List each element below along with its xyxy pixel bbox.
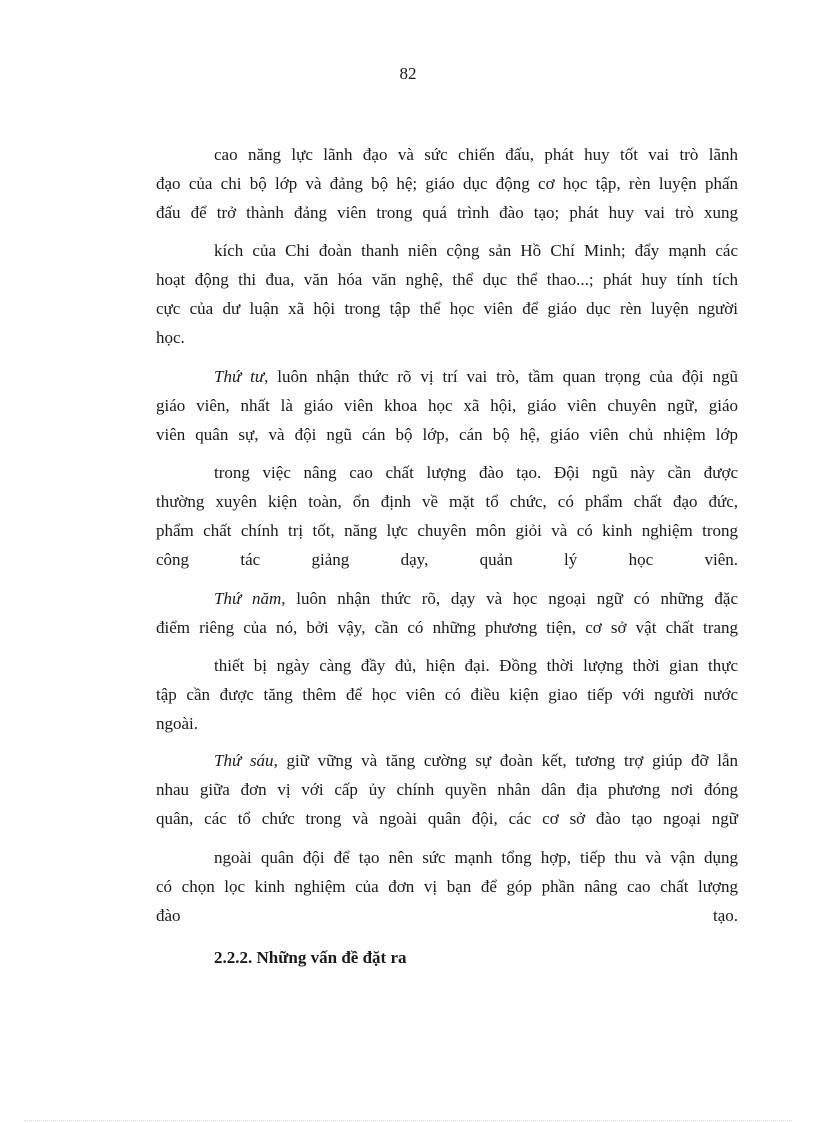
text-line: giáo viên, nhất là giáo viên khoa học xã hội, giáo viên chuyên ngữ, giáo <box>156 396 738 415</box>
text-line: cao năng lực lãnh đạo và sức chiến đấu, phát huy tốt vai trò lãnh <box>214 145 738 164</box>
section-heading: 2.2.2. Những vấn đề đặt ra <box>214 948 407 967</box>
text-line: viên quân sự, và đội ngũ cán bộ lớp, cán bộ hệ, giáo viên chủ nhiệm lớp <box>156 425 738 444</box>
text-line: công tác giảng dạy, quản lý học viên. <box>156 550 738 569</box>
text-line: học. <box>156 328 185 347</box>
text-line: điểm riêng của nó, bởi vậy, cần có những phương tiện, cơ sở vật chất trang <box>156 618 738 637</box>
text-line: cực của dư luận xã hội trong tập thể học viên để giáo dục rèn luyện người <box>156 299 738 318</box>
text-line: tập cần được tăng thêm để học viên có điều kiện giao tiếp với người nước <box>156 685 738 704</box>
text-line <box>214 366 738 388</box>
text-line: nhau giữa đơn vị với cấp ủy chính quyền nhân dân địa phương nơi đóng <box>156 780 738 799</box>
text-line: hoạt động thi đua, văn hóa văn nghệ, thể dục thể thao...; phát huy tính tích <box>156 270 738 289</box>
text-line: có chọn lọc kinh nghiệm của đơn vị bạn để góp phần nâng cao chất lượng <box>156 877 738 896</box>
paragraph-lead: Thứ sáu <box>214 751 274 770</box>
text-run: , luôn nhận thức rõ vị trí vai trò, tầm quan trọng của đội ngũ <box>264 367 738 386</box>
text-line: thường xuyên kiện toàn, ổn định về mặt tổ chức, có phẩm chất đạo đức, <box>156 492 738 511</box>
text-line: trong việc nâng cao chất lượng đào tạo. Đội ngũ này cần được <box>214 463 738 482</box>
text-run: , giữ vững và tăng cường sự đoàn kết, tương trợ giúp đỡ lẫn <box>273 751 739 770</box>
text-line: đạo của chi bộ lớp và đảng bộ hệ; giáo dục động cơ học tập, rèn luyện phấn <box>156 174 738 193</box>
text-line: quân, các tổ chức trong và ngoài quân đội, các cơ sở đào tạo ngoại ngữ <box>156 809 738 828</box>
text-line: thiết bị ngày càng đầy đủ, hiện đại. Đồng thời lượng thời gian thực <box>214 656 738 675</box>
page-number: 82 <box>399 64 417 83</box>
text-line: đào tạo. <box>156 906 738 925</box>
text-line: ngoài quân đội để tạo nên sức mạnh tổng hợp, tiếp thu và vận dụng <box>214 848 738 867</box>
text-line <box>214 588 738 610</box>
text-line <box>214 750 738 772</box>
paragraph-lead: Thứ năm <box>214 589 282 608</box>
text-run: , luôn nhận thức rõ, dạy và học ngoại ngữ có những đặc <box>281 589 738 608</box>
paragraph-lead: Thứ tư <box>214 367 265 386</box>
text-line: phẩm chất chính trị tốt, năng lực chuyên môn giỏi và có kinh nghiệm trong <box>156 521 738 540</box>
text-line: ngoài. <box>156 714 199 733</box>
text-line: kích của Chi đoàn thanh niên cộng sản Hồ Chí Minh; đẩy mạnh các <box>214 241 738 260</box>
page-bottom-divider <box>24 1120 792 1121</box>
text-line: đấu để trở thành đảng viên trong quá trình đào tạo; phát huy vai trò xung <box>156 203 738 222</box>
